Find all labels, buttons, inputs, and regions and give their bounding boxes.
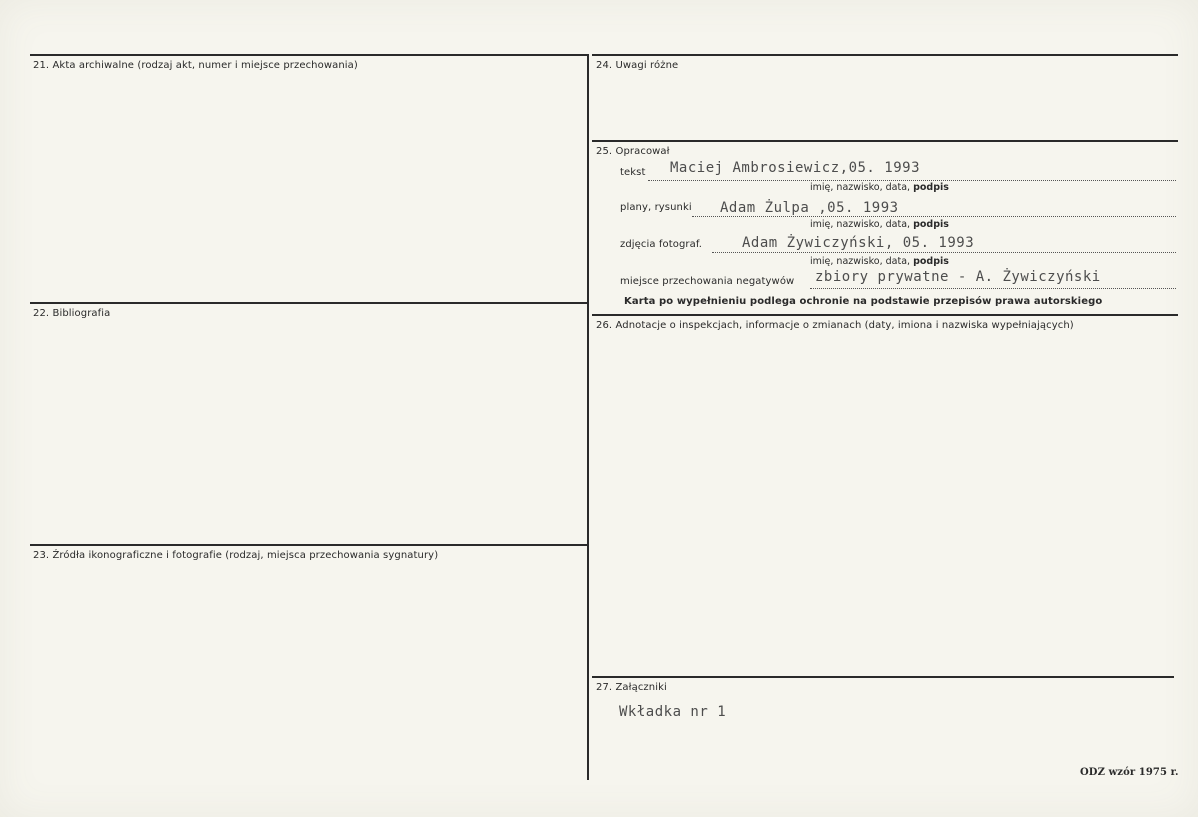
photos-author-line — [712, 252, 1176, 253]
photos-author-hint: imię, nazwisko, data, podpis — [810, 256, 949, 267]
column-divider — [587, 54, 589, 780]
photos-author-value: Adam Żywiczyński, 05. 1993 — [742, 235, 975, 251]
top-rule-left — [30, 54, 588, 56]
rule-22 — [30, 302, 588, 304]
text-author-hint: imię, nazwisko, data, podpis — [810, 182, 949, 193]
photos-author-label: zdjęcia fotograf. — [620, 239, 703, 250]
negatives-location-label: miejsce przechowania negatywów — [620, 276, 795, 287]
copyright-note: Karta po wypełnieniu podlega ochronie na podstawie przepisów prawa autorskiego — [624, 296, 1103, 307]
rule-25 — [592, 140, 1178, 142]
negatives-location-value: zbiory prywatne - A. Żywiczyński — [815, 269, 1101, 285]
text-author-value: Maciej Ambrosiewicz,05. 1993 — [670, 160, 921, 176]
plans-author-label: plany, rysunki — [620, 202, 692, 213]
footer-version: wzór 1975 r. — [1108, 767, 1179, 778]
plans-author-value: Adam Żulpa ,05. 1993 — [720, 200, 899, 216]
text-author-label: tekst — [620, 167, 646, 178]
rule-26 — [592, 314, 1178, 316]
section-26-label: 26. Adnotacje o inspekcjach, informacje o zmianach (daty, imiona i nazwiska wypełniających) — [596, 320, 1074, 331]
plans-author-line — [692, 216, 1176, 217]
section-27-label: 27. Załączniki — [596, 682, 667, 693]
rule-23 — [30, 544, 588, 546]
attachments-value: Wkładka nr 1 — [619, 704, 727, 720]
section-24-label: 24. Uwagi różne — [596, 60, 679, 71]
negatives-location-line — [810, 288, 1176, 289]
form-footer — [1080, 767, 1179, 778]
section-23-label: 23. Źródła ikonograficzne i fotografie (rodzaj, miejsca przechowania sygnatury) — [33, 550, 439, 561]
text-author-line — [648, 180, 1176, 181]
section-22-label: 22. Bibliografia — [33, 308, 111, 319]
section-25-label: 25. Opracował — [596, 146, 670, 157]
top-rule-right — [592, 54, 1178, 56]
plans-author-hint: imię, nazwisko, data, podpis — [810, 219, 949, 230]
footer-org: ODZ — [1080, 767, 1105, 778]
rule-27 — [592, 676, 1174, 678]
section-21-label: 21. Akta archiwalne (rodzaj akt, numer i miejsce przechowania) — [33, 60, 358, 71]
